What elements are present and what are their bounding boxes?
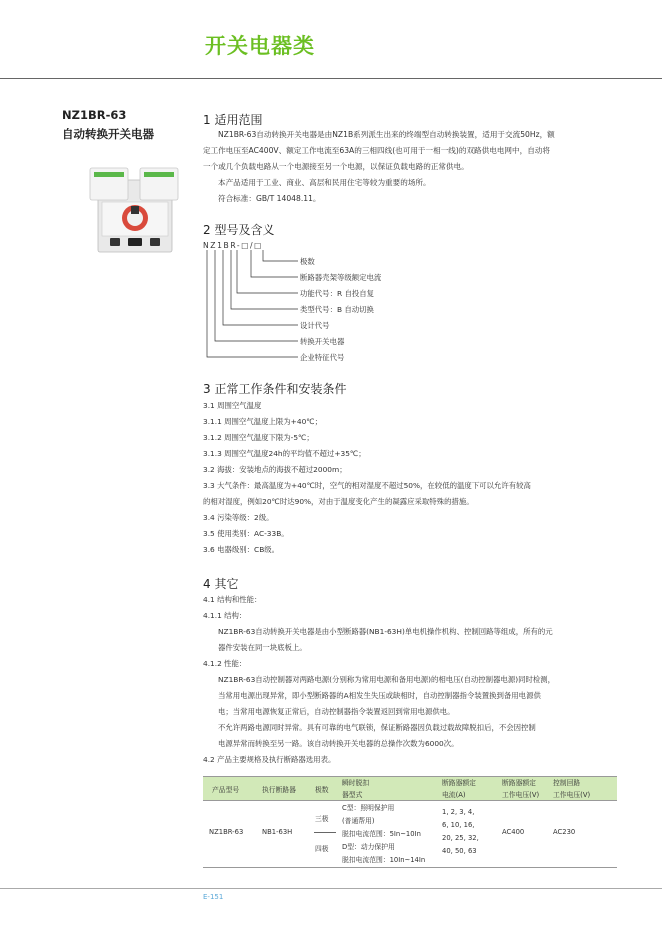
s1-line: 定工作电压至AC400V、额定工作电流至63A的三相四线(也可用于一相一线)的双路供电电网中，自动将 <box>203 146 550 155</box>
s4-line: 4.1 结构和性能： <box>203 595 262 604</box>
model-code-diagram <box>203 250 298 362</box>
footer-divider <box>0 888 662 889</box>
header-divider <box>0 78 662 79</box>
s3-line: 3.3 大气条件：最高温度为+40℃时，空气的相对湿度不超过50%，在较低的温度下可以允许有较高 <box>203 481 531 490</box>
td-trip: 脱扣电流范围：10In~14In <box>342 856 426 864</box>
s4-line: NZ1BR-63自动控制器对两路电源(分别称为常用电源和备用电源)的相电压(自动控制器电源)同时检测， <box>218 675 556 684</box>
td-model: NZ1BR-63 <box>209 828 244 836</box>
legend-item: 极数 <box>300 257 315 266</box>
th-trip: 瞬时脱扣 <box>342 779 370 787</box>
td-trip: C型：照明保护用 <box>342 804 395 812</box>
product-name: 自动转换开关电器 <box>62 127 154 141</box>
s3-line: 3.5 使用类别：AC-33B。 <box>203 529 289 538</box>
section-3-title: 3 正常工作条件和安装条件 <box>203 382 347 396</box>
product-model: NZ1BR-63 <box>62 108 127 122</box>
th-poles: 极数 <box>315 786 329 794</box>
td-trip: (普通帮用) <box>342 817 375 825</box>
model-code: NZ1BR-□/□ <box>203 241 263 250</box>
page-number: E-151 <box>203 893 224 901</box>
s4-line: NZ1BR-63自动转换开关电器是由小型断路器(NB1-63H)单电机操作机构、控制回路等组成，所有的元 <box>218 627 553 636</box>
s1-line: 一个或几个负载电路从一个电源接至另一个电源，以保证负载电路的正常供电。 <box>203 162 469 171</box>
s4-line: 4.1.1 结构： <box>203 611 247 620</box>
s4-line: 电源异常而转换至另一路。该自动转换开关电器的总操作次数为6000次。 <box>218 739 459 748</box>
legend-item: 类型代号：B 自动切换 <box>300 305 374 314</box>
td-ctrl-voltage: AC230 <box>553 828 576 836</box>
td-current: 20, 25, 32, <box>442 834 479 842</box>
th-model: 产品型号 <box>212 786 240 794</box>
s4-line: 当常用电源出现异常，即小型断路器的A相发生失压或缺相时，自动控制器指令装置换到备用电源供 <box>218 691 541 700</box>
td-current: 6, 10, 16, <box>442 821 475 829</box>
th-voltage: 工作电压(V) <box>502 791 540 799</box>
th-current: 电流(A) <box>442 791 466 799</box>
th-voltage: 断路器额定 <box>502 779 536 787</box>
table-bottom-rule <box>203 867 617 868</box>
table-mid-rule <box>203 800 617 801</box>
th-breaker: 执行断路器 <box>262 786 296 794</box>
s3-line: 3.2 海拔：安装地点的海拔不超过2000m； <box>203 465 347 474</box>
legend-item: 转换开关电器 <box>300 337 345 346</box>
section-1-title: 1 适用范围 <box>203 113 263 127</box>
s4-line: 电；当常用电源恢复正常后，自动控制器指令装置返回到常用电源供电。 <box>218 707 455 716</box>
s1-line: NZ1BR-63自动转换开关电器是由NZ1B系列派生出来的终端型自动转换装置，适用于交流50Hz，额 <box>218 130 555 139</box>
legend-item: 功能代号：R 自投自复 <box>300 289 375 298</box>
s3-line: 3.6 电器级别：CB级。 <box>203 545 280 554</box>
legend-item: 企业特征代号 <box>300 353 345 362</box>
s4-line: 4.2 产品主要规格及执行断路器选用表。 <box>203 755 336 764</box>
td-trip: D型：动力保护用 <box>342 843 395 851</box>
s3-line: 的相对湿度，例如20℃时达90%，对由于温度变化产生的凝露应采取特殊的措施。 <box>203 497 474 506</box>
th-ctrl-voltage: 工作电压(V) <box>553 791 591 799</box>
th-current: 断路器额定 <box>442 779 476 787</box>
s4-line: 器件安装在同一块底板上。 <box>218 643 307 652</box>
s3-line: 3.1 周围空气温度 <box>203 401 262 410</box>
th-ctrl-voltage: 控制回路 <box>553 779 581 787</box>
s3-line: 3.1.2 周围空气温度下限为-5℃； <box>203 433 314 442</box>
pole-divider <box>314 832 336 833</box>
td-current: 40, 50, 63 <box>442 847 477 855</box>
th-trip: 器型式 <box>342 791 363 799</box>
category-title: 开关电器类 <box>205 34 315 58</box>
s4-line: 不允许两路电源同时异常。具有可靠的电气联锁，保证断路器因负载过载故障脱扣后，不会因控制 <box>218 723 536 732</box>
td-voltage: AC400 <box>502 828 525 836</box>
s3-line: 3.1.1 周围空气温度上限为+40℃； <box>203 417 322 426</box>
td-pole: 四极 <box>315 845 329 853</box>
section-4-title: 4 其它 <box>203 577 239 591</box>
s4-line: 4.1.2 性能： <box>203 659 247 668</box>
td-current: 1, 2, 3, 4, <box>442 808 475 816</box>
td-breaker: NB1-63H <box>262 828 293 836</box>
td-trip: 脱扣电流范围：5In~10In <box>342 830 421 838</box>
s1-line: 本产品适用于工业、商业、高层和民用住宅等较为重要的场所。 <box>218 178 431 187</box>
section-2-title: 2 型号及含义 <box>203 223 275 237</box>
product-image <box>80 162 190 260</box>
legend-item: 断路器壳架等级额定电流 <box>300 273 382 282</box>
legend-item: 设计代号 <box>300 321 330 330</box>
td-pole: 三极 <box>315 815 329 823</box>
s1-line: 符合标准：GB/T 14048.11。 <box>218 194 321 203</box>
s3-line: 3.1.3 周围空气温度24h的平均值不超过+35℃； <box>203 449 366 458</box>
s3-line: 3.4 污染等级：2级。 <box>203 513 274 522</box>
